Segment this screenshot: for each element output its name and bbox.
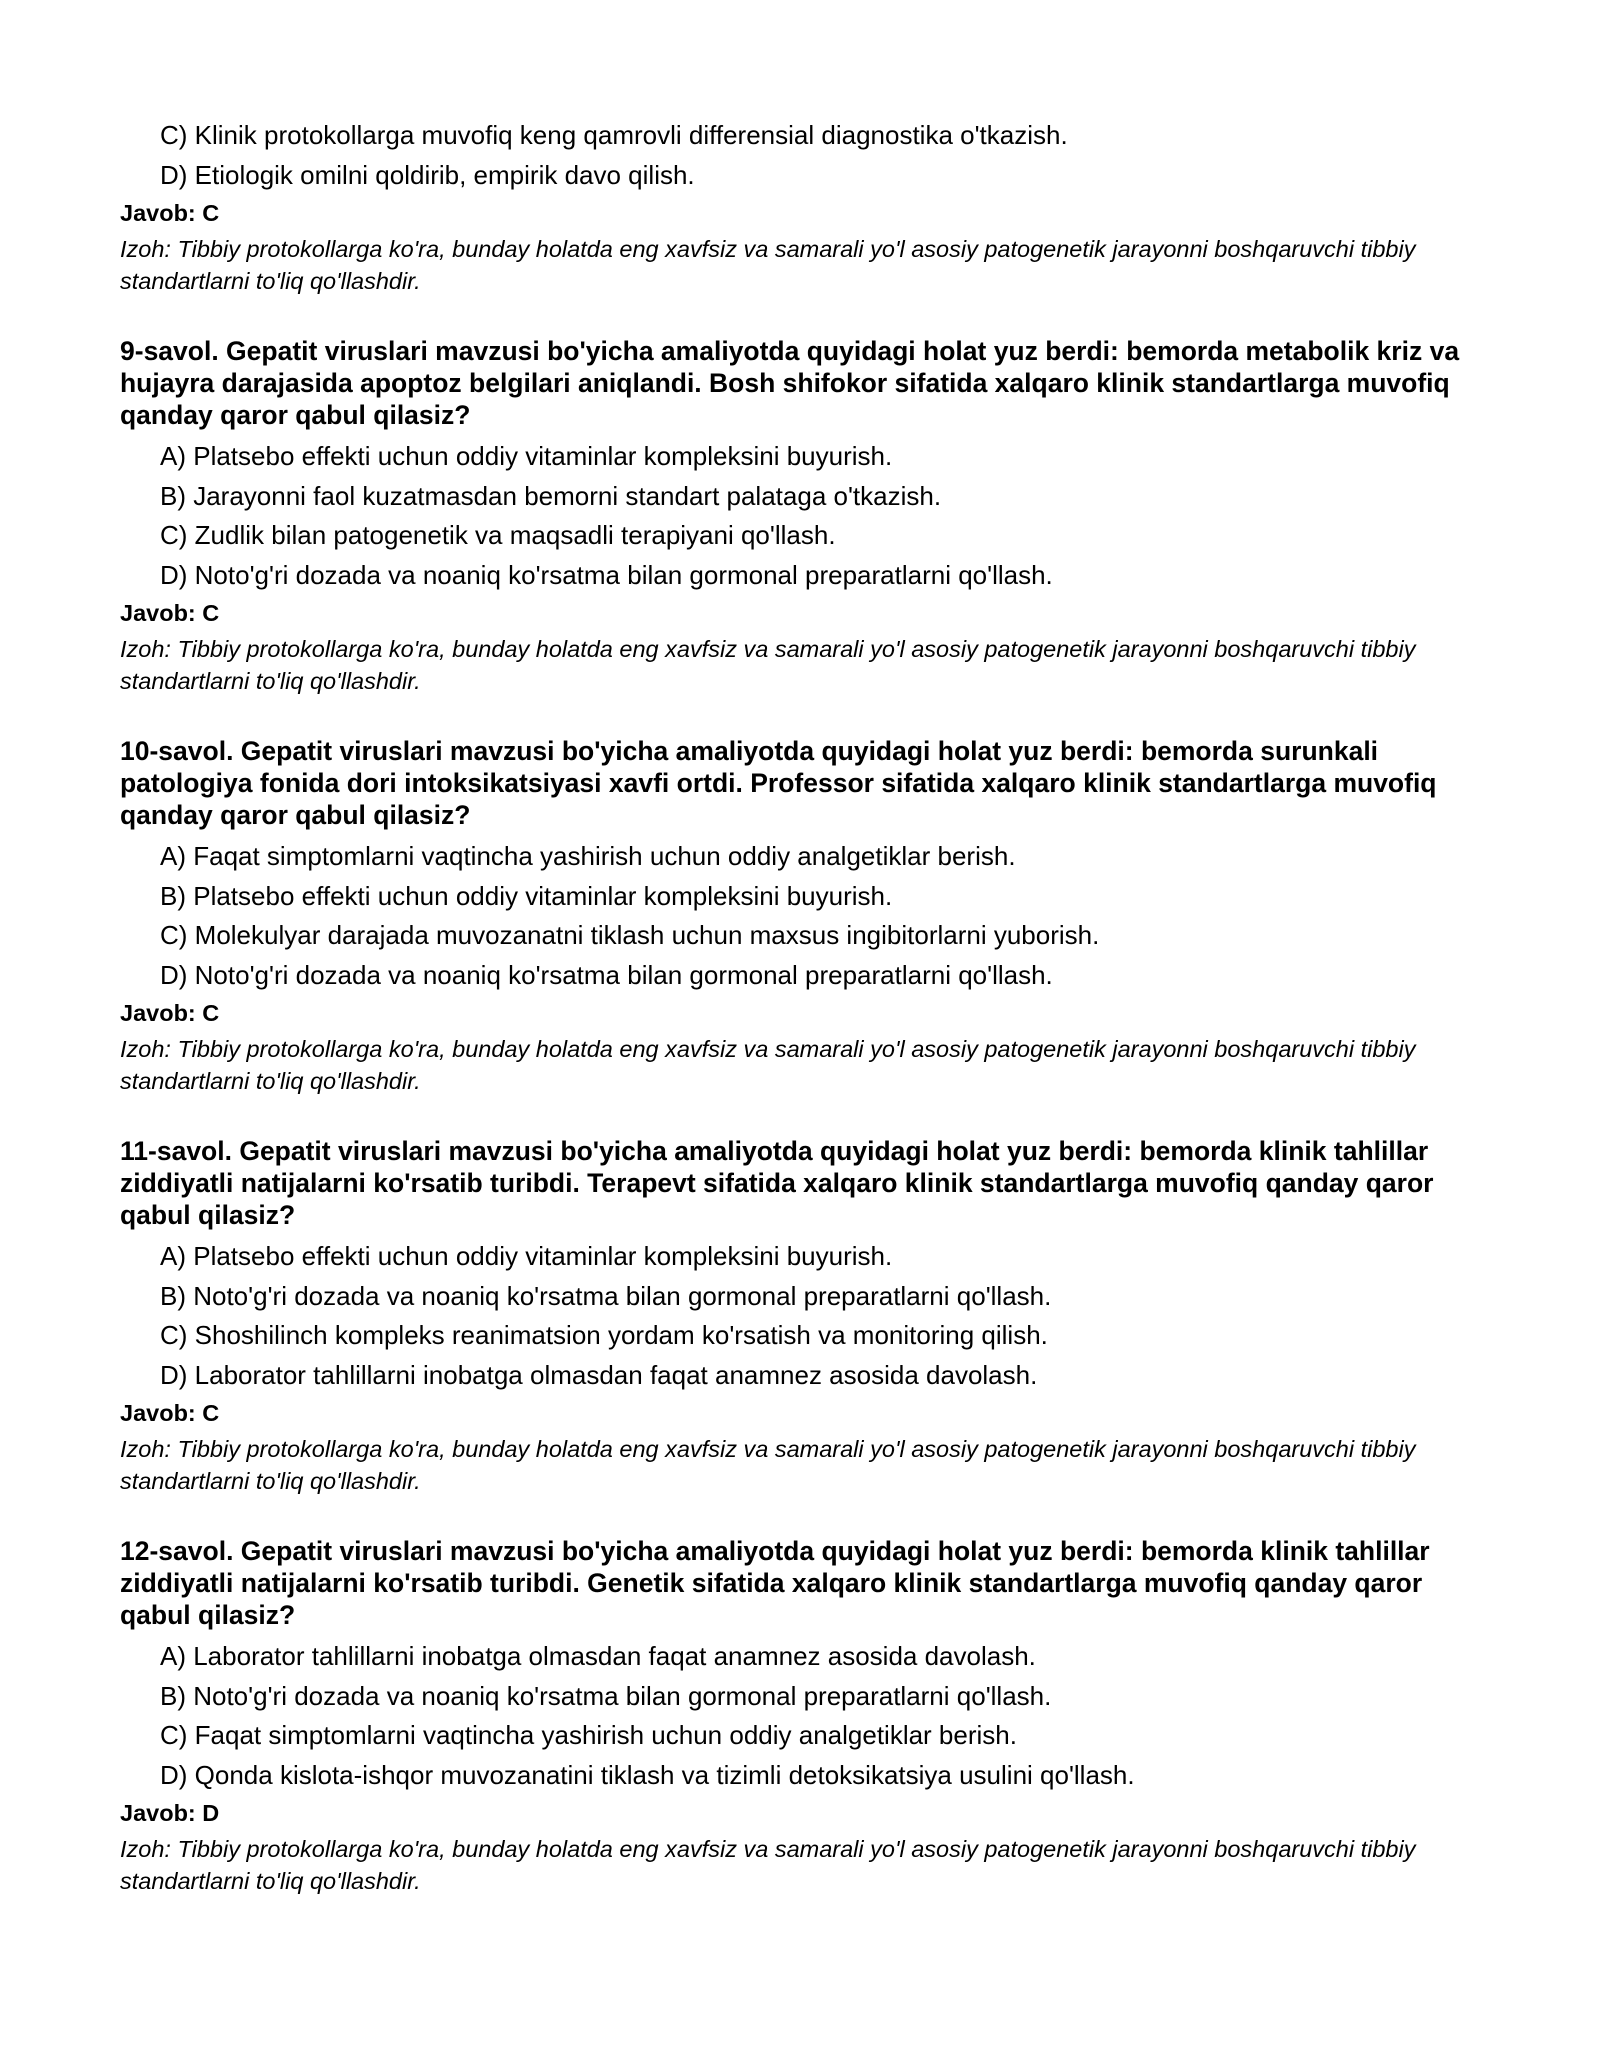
- options-list: [120, 441, 1490, 590]
- option-c: C) Zudlik bilan patogenetik va maqsadli terapiyani qo'llash.: [160, 520, 836, 550]
- option-c: C) Molekulyar darajada muvozanatni tiklash uchun maxsus ingibitorlarni yuborish.: [160, 920, 1100, 950]
- answer-label: Javob: C: [120, 1400, 220, 1426]
- explanation-note: Izoh: Tibbiy protokollarga ko'ra, bunday holatda eng xavfsiz va samarali yo'l asosiy patogenetik jarayonni boshqaruvchi tibbiy standartlarni to'liq qo'llashdir.: [120, 1436, 1416, 1494]
- option-a: A) Platsebo effekti uchun oddiy vitaminlar kompleksini buyurish.: [160, 1241, 893, 1271]
- question-title: 12-savol. Gepatit viruslari mavzusi bo'yicha amaliyotda quyidagi holat yuz berdi: bemorda klinik tahlillar ziddiyatli natijalarni ko'rsatib turibdi. Genetik sifatida xalqaro klinik standartlarga muvofiq qanday qaror qabul qilasiz?: [120, 1536, 1430, 1630]
- answer-label: Javob: D: [120, 1800, 220, 1826]
- options-list: [120, 1241, 1490, 1390]
- option-c: C) Shoshilinch kompleks reanimatsion yordam ko'rsatish va monitoring qilish.: [160, 1320, 1048, 1350]
- option-a: A) Platsebo effekti uchun oddiy vitaminlar kompleksini buyurish.: [160, 441, 893, 471]
- question-8-continuation: [120, 120, 1490, 297]
- explanation-note: Izoh: Tibbiy protokollarga ko'ra, bunday holatda eng xavfsiz va samarali yo'l asosiy patogenetik jarayonni boshqaruvchi tibbiy standartlarni to'liq qo'llashdir.: [120, 236, 1416, 294]
- question-10: [120, 735, 1490, 1097]
- explanation-note: Izoh: Tibbiy protokollarga ko'ra, bunday holatda eng xavfsiz va samarali yo'l asosiy patogenetik jarayonni boshqaruvchi tibbiy standartlarni to'liq qo'llashdir.: [120, 1836, 1416, 1894]
- option-c: C) Klinik protokollarga muvofiq keng qamrovli differensial diagnostika o'tkazish.: [160, 120, 1068, 150]
- option-c: C) Faqat simptomlarni vaqtincha yashirish uchun oddiy analgetiklar berish.: [160, 1720, 1017, 1750]
- option-a: A) Faqat simptomlarni vaqtincha yashirish uchun oddiy analgetiklar berish.: [160, 841, 1016, 871]
- option-a: A) Laborator tahlillarni inobatga olmasdan faqat anamnez asosida davolash.: [160, 1641, 1036, 1671]
- question-title: 10-savol. Gepatit viruslari mavzusi bo'yicha amaliyotda quyidagi holat yuz berdi: bemorda surunkali patologiya fonida dori intoksikatsiyasi xavfi ortdi. Professor sifatida xalqaro klinik standartlarga muvofiq qanday qaror qabul qilasiz?: [120, 736, 1437, 830]
- answer-label: Javob: C: [120, 1000, 220, 1026]
- answer-label: Javob: C: [120, 600, 220, 626]
- option-b: B) Noto'g'ri dozada va noaniq ko'rsatma bilan gormonal preparatlarni qo'llash.: [160, 1280, 1052, 1311]
- explanation-note: Izoh: Tibbiy protokollarga ko'ra, bunday holatda eng xavfsiz va samarali yo'l asosiy patogenetik jarayonni boshqaruvchi tibbiy standartlarni to'liq qo'llashdir.: [120, 636, 1416, 694]
- explanation-note: Izoh: Tibbiy protokollarga ko'ra, bunday holatda eng xavfsiz va samarali yo'l asosiy patogenetik jarayonni boshqaruvchi tibbiy standartlarni to'liq qo'llashdir.: [120, 1036, 1416, 1094]
- option-d: D) Qonda kislota-ishqor muvozanatini tiklash va tizimli detoksikatsiya usulini qo'llash.: [160, 1759, 1135, 1790]
- document-page: [120, 120, 1490, 1897]
- option-d: D) Noto'g'ri dozada va noaniq ko'rsatma bilan gormonal preparatlarni qo'llash.: [160, 959, 1053, 990]
- option-b: B) Noto'g'ri dozada va noaniq ko'rsatma bilan gormonal preparatlarni qo'llash.: [160, 1680, 1052, 1711]
- question-9: [120, 335, 1490, 697]
- options-list: [120, 841, 1490, 990]
- options-list: [120, 120, 1490, 190]
- option-b: B) Platsebo effekti uchun oddiy vitaminlar kompleksini buyurish.: [160, 880, 893, 911]
- question-11: [120, 1135, 1490, 1497]
- answer-label: Javob: C: [120, 200, 220, 226]
- question-title: 11-savol. Gepatit viruslari mavzusi bo'yicha amaliyotda quyidagi holat yuz berdi: bemorda klinik tahlillar ziddiyatli natijalarni ko'rsatib turibdi. Terapevt sifatida xalqaro klinik standartlarga muvofiq qanday qaror qabul qilasiz?: [120, 1136, 1434, 1230]
- question-title: 9-savol. Gepatit viruslari mavzusi bo'yicha amaliyotda quyidagi holat yuz berdi: bemorda metabolik kriz va hujayra darajasida apoptoz belgilari aniqlandi. Bosh shifokor sifatida xalqaro klinik standartlarga muvofiq qanday qaror qabul qilasiz?: [120, 336, 1460, 430]
- option-d: D) Etiologik omilni qoldirib, empirik davo qilish.: [160, 159, 695, 190]
- option-b: B) Jarayonni faol kuzatmasdan bemorni standart palataga o'tkazish.: [160, 480, 942, 511]
- option-d: D) Laborator tahlillarni inobatga olmasdan faqat anamnez asosida davolash.: [160, 1359, 1038, 1390]
- option-d: D) Noto'g'ri dozada va noaniq ko'rsatma bilan gormonal preparatlarni qo'llash.: [160, 559, 1053, 590]
- options-list: [120, 1641, 1490, 1790]
- question-12: [120, 1535, 1490, 1897]
